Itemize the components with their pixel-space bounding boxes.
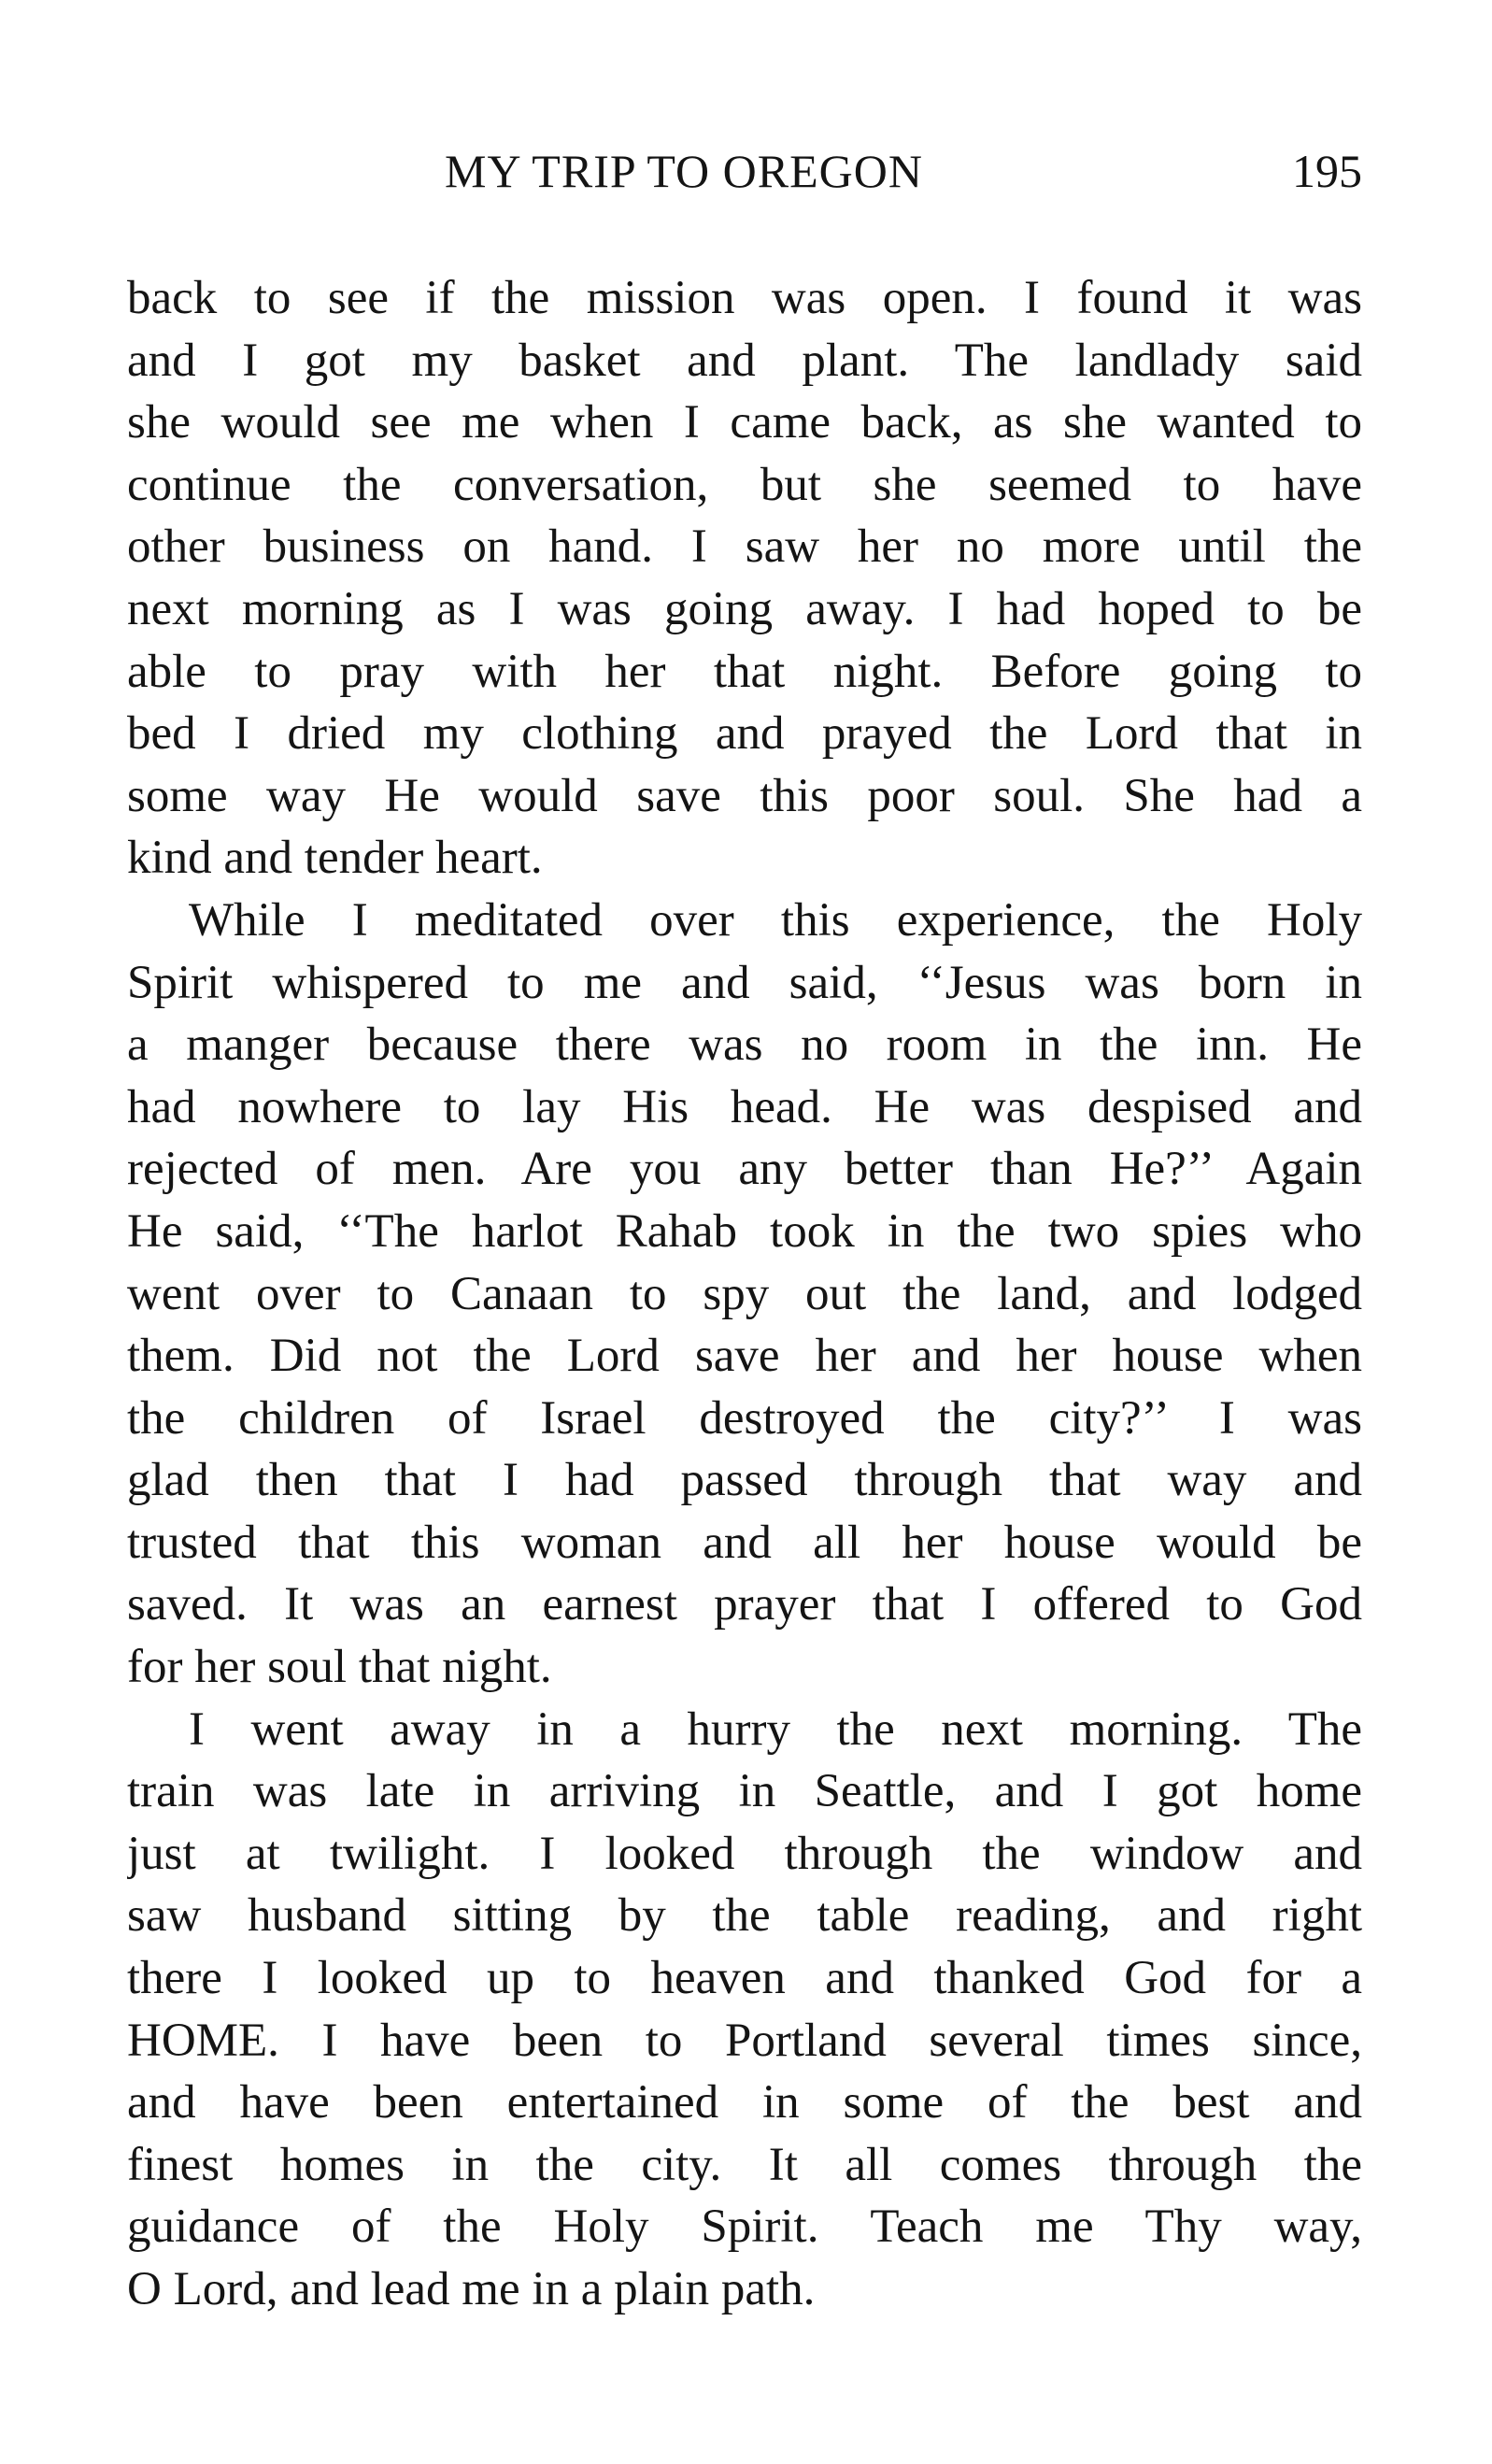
text-line: just at twilight. I looked through the window and — [127, 1827, 1362, 1880]
text-line: there I looked up to heaven and thanked God for a — [127, 1952, 1362, 2005]
text-line: saved. It was an earnest prayer that I offered to God — [127, 1578, 1362, 1631]
text-line: next morning as I was going away. I had hoped to be — [127, 582, 1362, 635]
paragraph-1 — [127, 267, 1362, 890]
text-line: He said, ‘‘The harlot Rahab took in the two spies who — [127, 1204, 1362, 1258]
text-line: finest homes in the city. It all comes through the — [127, 2138, 1362, 2191]
text-line: back to see if the mission was open. I found it was — [127, 272, 1362, 324]
text-line: went over to Canaan to spy out the land, and lodged — [127, 1267, 1362, 1320]
text-line: had nowhere to lay His head. He was despised and — [127, 1080, 1362, 1133]
text-line: glad then that I had passed through that way and — [127, 1454, 1362, 1507]
text-line: HOME. I have been to Portland several times since, — [127, 2014, 1362, 2067]
text-line: saw husband sitting by the table reading, and right — [127, 1889, 1362, 1943]
paragraph-2 — [127, 890, 1362, 1699]
text-line: a manger because there was no room in the inn. He — [127, 1018, 1362, 1072]
text-line: bed I dried my clothing and prayed the Lord that in — [127, 707, 1362, 761]
text-line: continue the conversation, but she seemed to have — [127, 458, 1362, 511]
text-line: able to pray with her that night. Before going to — [127, 645, 1362, 698]
text-line: trusted that this woman and all her house would be — [127, 1516, 1362, 1569]
text-line: them. Did not the Lord save her and her house when — [127, 1330, 1362, 1383]
page-number: 195 — [1292, 145, 1362, 197]
text-line: for her soul that night. — [127, 1641, 552, 1694]
body-text — [127, 267, 1362, 2321]
text-line: and have been entertained in some of the best and — [127, 2076, 1362, 2129]
text-line: While I meditated over this experience, the Holy — [189, 893, 1362, 947]
running-title: MY TRIP TO OREGON — [445, 145, 923, 197]
text-line: other business on hand. I saw her no more until the — [127, 520, 1362, 574]
running-head — [127, 138, 1362, 204]
text-line: Spirit whispered to me and said, ‘‘Jesus was born in — [127, 956, 1362, 1009]
text-line: kind and tender heart. — [127, 832, 543, 885]
text-line: train was late in arriving in Seattle, and I got home — [127, 1765, 1362, 1818]
text-line: O Lord, and lead me in a plain path. — [127, 2263, 816, 2315]
text-line: she would see me when I came back, as she wanted to — [127, 396, 1362, 449]
text-line: I went away in a hurry the next morning. The — [189, 1702, 1362, 1756]
text-line: rejected of men. Are you any better than He?’’ Again — [127, 1143, 1362, 1196]
paragraph-3 — [127, 1699, 1362, 2321]
text-line: some way He would save this poor soul. She had a — [127, 769, 1362, 822]
text-line: and I got my basket and plant. The landlady said — [127, 334, 1362, 387]
text-line: guidance of the Holy Spirit. Teach me Thy way, — [127, 2201, 1362, 2254]
text-line: the children of Israel destroyed the city?’’ I was — [127, 1391, 1362, 1445]
